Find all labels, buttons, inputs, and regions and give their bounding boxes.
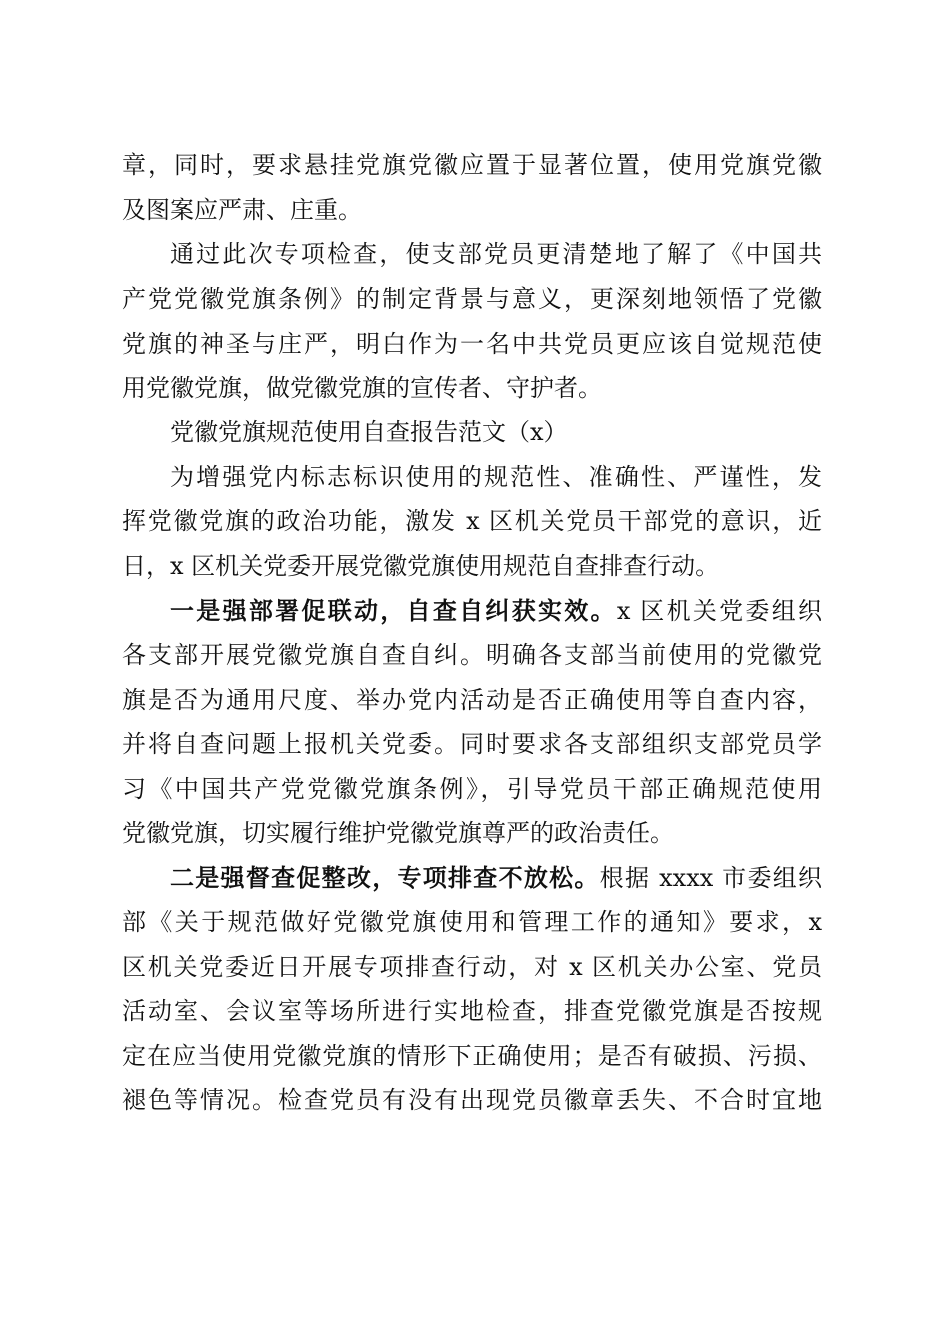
paragraph-line: 用党徽党旗，做党徽党旗的宣传者、守护者。: [122, 374, 602, 402]
paragraph-first-line: [170, 594, 822, 628]
paragraph-line: 褪色等情况。检查党员有没有出现党员徽章丢失、不合时宜地: [122, 1086, 822, 1114]
paragraph-lead: 二是强督查促整改，专项排查不放松。: [170, 863, 600, 892]
paragraph-line: 党旗的神圣与庄严，明白作为一名中共党员更应该自觉规范使: [122, 330, 822, 358]
paragraph-text: x 区机关党委组织: [616, 597, 822, 625]
paragraph-line: 章，同时，要求悬挂党旗党徽应置于显著位置，使用党旗党徽: [122, 151, 822, 179]
paragraph-line: 习《中国共产党党徽党旗条例》，引导党员干部正确规范使用: [122, 775, 822, 803]
paragraph-line: 及图案应严肃、庄重。: [122, 196, 362, 224]
paragraph-lead: 一是强部署促联动，自查自纠获实效。: [170, 596, 617, 625]
paragraph-line: 挥党徽党旗的政治功能，激发 x 区机关党员干部党的意识，近: [122, 507, 822, 535]
section-heading: 党徽党旗规范使用自查报告范文（x）: [170, 418, 568, 446]
paragraph-line: 活动室、会议室等场所进行实地检查，排查党徽党旗是否按规: [122, 997, 822, 1025]
paragraph-line: 定在应当使用党徽党旗的情形下正确使用；是否有破损、污损、: [122, 1042, 822, 1070]
paragraph-line: 并将自查问题上报机关党委。同时要求各支部组织支部党员学: [122, 730, 822, 758]
paragraph-line: 为增强党内标志标识使用的规范性、准确性、严谨性，发: [170, 463, 822, 491]
paragraph-line: 各支部开展党徽党旗自查自纠。明确各支部当前使用的党徽党: [122, 641, 822, 669]
paragraph-line: 产党党徽党旗条例》的制定背景与意义，更深刻地领悟了党徽: [122, 285, 822, 313]
paragraph-line: 区机关党委近日开展专项排查行动，对 x 区机关办公室、党员: [122, 953, 822, 981]
paragraph-line: 旗是否为通用尺度、举办党内活动是否正确使用等自查内容，: [122, 686, 822, 714]
paragraph-line: 部《关于规范做好党徽党旗使用和管理工作的通知》要求，x: [122, 908, 822, 936]
paragraph-line: 党徽党旗，切实履行维护党徽党旗尊严的政治责任。: [122, 819, 674, 847]
paragraph-line: 通过此次专项检查，使支部党员更清楚地了解了《中国共: [170, 240, 822, 268]
paragraph-text: 根据 xxxx 市委组织: [599, 864, 822, 892]
paragraph-line: 日，x 区机关党委开展党徽党旗使用规范自查排查行动。: [122, 552, 720, 580]
paragraph-first-line: [170, 861, 822, 895]
